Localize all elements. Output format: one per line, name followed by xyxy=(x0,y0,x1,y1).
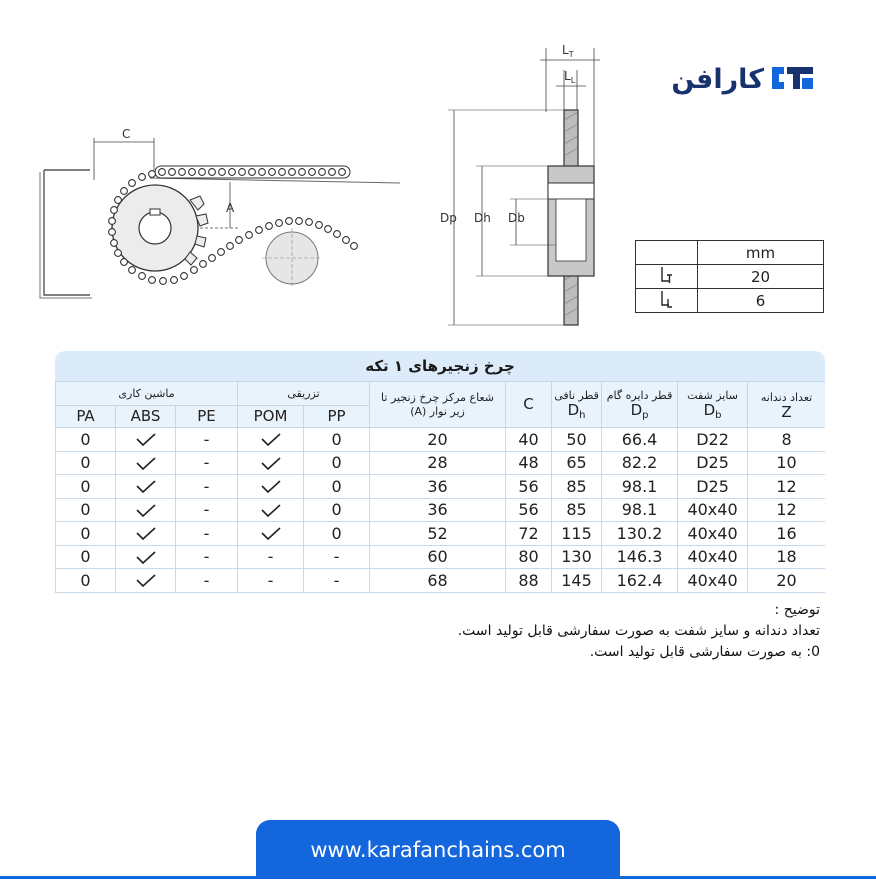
table-row xyxy=(56,545,826,569)
cell-a: 28 xyxy=(370,451,506,475)
cell-z: 8 xyxy=(748,428,825,452)
cell-a: 36 xyxy=(370,498,506,522)
cell-db: D25 xyxy=(678,451,748,475)
cell-pe: - xyxy=(176,428,238,452)
cell-pa: 0 xyxy=(56,475,116,499)
cell-z: 10 xyxy=(748,451,825,475)
cell-a: 60 xyxy=(370,545,506,569)
cell-pe: - xyxy=(176,545,238,569)
table-row xyxy=(56,522,826,546)
check-icon xyxy=(116,498,176,522)
cell-pa: 0 xyxy=(56,428,116,452)
dim-dp-label: Dp xyxy=(440,211,457,225)
header-dh: قطر نافی Dh xyxy=(552,382,602,428)
cell-pa: 0 xyxy=(56,498,116,522)
dimension-table xyxy=(635,240,824,313)
check-icon xyxy=(116,451,176,475)
cell-pe: - xyxy=(176,569,238,593)
check-icon xyxy=(116,428,176,452)
check-icon xyxy=(238,498,304,522)
cell-pp: 0 xyxy=(304,451,370,475)
dim-c-label: C xyxy=(122,127,131,141)
lt-symbol xyxy=(636,265,698,289)
header-c: C xyxy=(506,382,552,428)
dim-ll-label: $L_L$ xyxy=(564,69,576,85)
notes-line-2: 0: به صورت سفارشی قابل تولید است. xyxy=(589,644,820,660)
table-row xyxy=(636,289,824,313)
header-pa: PA xyxy=(56,406,116,428)
table-row xyxy=(56,428,826,452)
notes-line-1: تعداد دندانه و سایز شفت به صورت سفارشی قابل تولید است. xyxy=(457,623,820,639)
header-db: سایز شفت Db xyxy=(678,382,748,428)
dim-db-label: Db xyxy=(508,211,525,225)
table-row xyxy=(56,569,826,593)
cell-z: 18 xyxy=(748,545,825,569)
cell-dp: 130.2 xyxy=(602,522,678,546)
check-icon xyxy=(116,545,176,569)
table-row xyxy=(636,265,824,289)
cell-z: 12 xyxy=(748,475,825,499)
cell-db: 40x40 xyxy=(678,569,748,593)
cell-c: 88 xyxy=(506,569,552,593)
cell-dp: 146.3 xyxy=(602,545,678,569)
cell-pp: - xyxy=(304,545,370,569)
header-z: تعداد دندانه Z xyxy=(748,382,825,428)
cell-pe: - xyxy=(176,475,238,499)
cell-pp: 0 xyxy=(304,498,370,522)
cell-dh: 145 xyxy=(552,569,602,593)
dimension-table-corner xyxy=(636,241,698,265)
header-a: شعاع مرکز چرخ زنجیر تا زیر نوار (A) xyxy=(370,382,506,428)
cell-c: 56 xyxy=(506,475,552,499)
spec-table-body xyxy=(56,428,826,593)
spec-table xyxy=(55,381,825,593)
notes-title: توضیح : xyxy=(774,602,820,618)
check-icon xyxy=(238,522,304,546)
notes xyxy=(420,600,820,663)
cell-a: 68 xyxy=(370,569,506,593)
cell-pa: 0 xyxy=(56,545,116,569)
cell-pp: - xyxy=(304,569,370,593)
check-icon xyxy=(238,428,304,452)
cell-pa: 0 xyxy=(56,569,116,593)
cell-dh: 65 xyxy=(552,451,602,475)
chain-sprocket-diagram xyxy=(30,120,410,320)
cell-pom: - xyxy=(238,545,304,569)
ll-value: 6 xyxy=(698,289,824,313)
lt-value: 20 xyxy=(698,265,824,289)
check-icon xyxy=(116,569,176,593)
cell-c: 48 xyxy=(506,451,552,475)
cell-z: 20 xyxy=(748,569,825,593)
cell-pp: 0 xyxy=(304,428,370,452)
cell-pe: - xyxy=(176,498,238,522)
brand-logo-mark xyxy=(770,65,814,91)
cell-a: 20 xyxy=(370,428,506,452)
table-row xyxy=(56,451,826,475)
cell-z: 16 xyxy=(748,522,825,546)
spec-card xyxy=(55,351,825,595)
brand-logo xyxy=(664,62,814,96)
dim-lt-label: $L_T$ xyxy=(562,43,574,59)
header-pom: POM xyxy=(238,406,304,428)
cell-c: 80 xyxy=(506,545,552,569)
cell-dh: 85 xyxy=(552,498,602,522)
dimension-unit: mm xyxy=(698,241,824,265)
cell-dh: 50 xyxy=(552,428,602,452)
cell-dp: 98.1 xyxy=(602,475,678,499)
dim-dh-label: Dh xyxy=(474,211,491,225)
cell-db: 40x40 xyxy=(678,522,748,546)
cell-a: 52 xyxy=(370,522,506,546)
dim-a-label: A xyxy=(226,201,235,215)
group-injection: تزریقی xyxy=(238,382,370,406)
website-link[interactable]: www.karafanchains.com xyxy=(256,820,620,879)
cell-dp: 66.4 xyxy=(602,428,678,452)
cell-dh: 115 xyxy=(552,522,602,546)
cell-db: D22 xyxy=(678,428,748,452)
cell-pe: - xyxy=(176,522,238,546)
brand-logo-text: کارافن xyxy=(671,64,764,95)
cell-c: 56 xyxy=(506,498,552,522)
cell-pom: - xyxy=(238,569,304,593)
header-abs: ABS xyxy=(116,406,176,428)
chain-upper xyxy=(159,169,346,176)
cell-db: D25 xyxy=(678,475,748,499)
table-row xyxy=(56,475,826,499)
cell-dp: 162.4 xyxy=(602,569,678,593)
cell-c: 72 xyxy=(506,522,552,546)
check-icon xyxy=(238,475,304,499)
sprocket-section-diagram xyxy=(440,40,620,335)
cell-pe: - xyxy=(176,451,238,475)
table-row xyxy=(56,498,826,522)
header-pp: PP xyxy=(304,406,370,428)
cell-dh: 85 xyxy=(552,475,602,499)
cell-dp: 82.2 xyxy=(602,451,678,475)
check-icon xyxy=(116,522,176,546)
cell-db: 40x40 xyxy=(678,498,748,522)
cell-pa: 0 xyxy=(56,522,116,546)
header-pe: PE xyxy=(176,406,238,428)
cell-z: 12 xyxy=(748,498,825,522)
cell-pp: 0 xyxy=(304,475,370,499)
cell-pp: 0 xyxy=(304,522,370,546)
cell-pa: 0 xyxy=(56,451,116,475)
spec-card-title: چرخ زنجیرهای ۱ تکه xyxy=(55,351,825,381)
ll-symbol xyxy=(636,289,698,313)
cell-db: 40x40 xyxy=(678,545,748,569)
cell-a: 36 xyxy=(370,475,506,499)
cell-c: 40 xyxy=(506,428,552,452)
cell-dp: 98.1 xyxy=(602,498,678,522)
header-dp: قطر دایره گام Dp xyxy=(602,382,678,428)
check-icon xyxy=(238,451,304,475)
cell-dh: 130 xyxy=(552,545,602,569)
check-icon xyxy=(116,475,176,499)
group-machining: ماشین کاری xyxy=(56,382,238,406)
